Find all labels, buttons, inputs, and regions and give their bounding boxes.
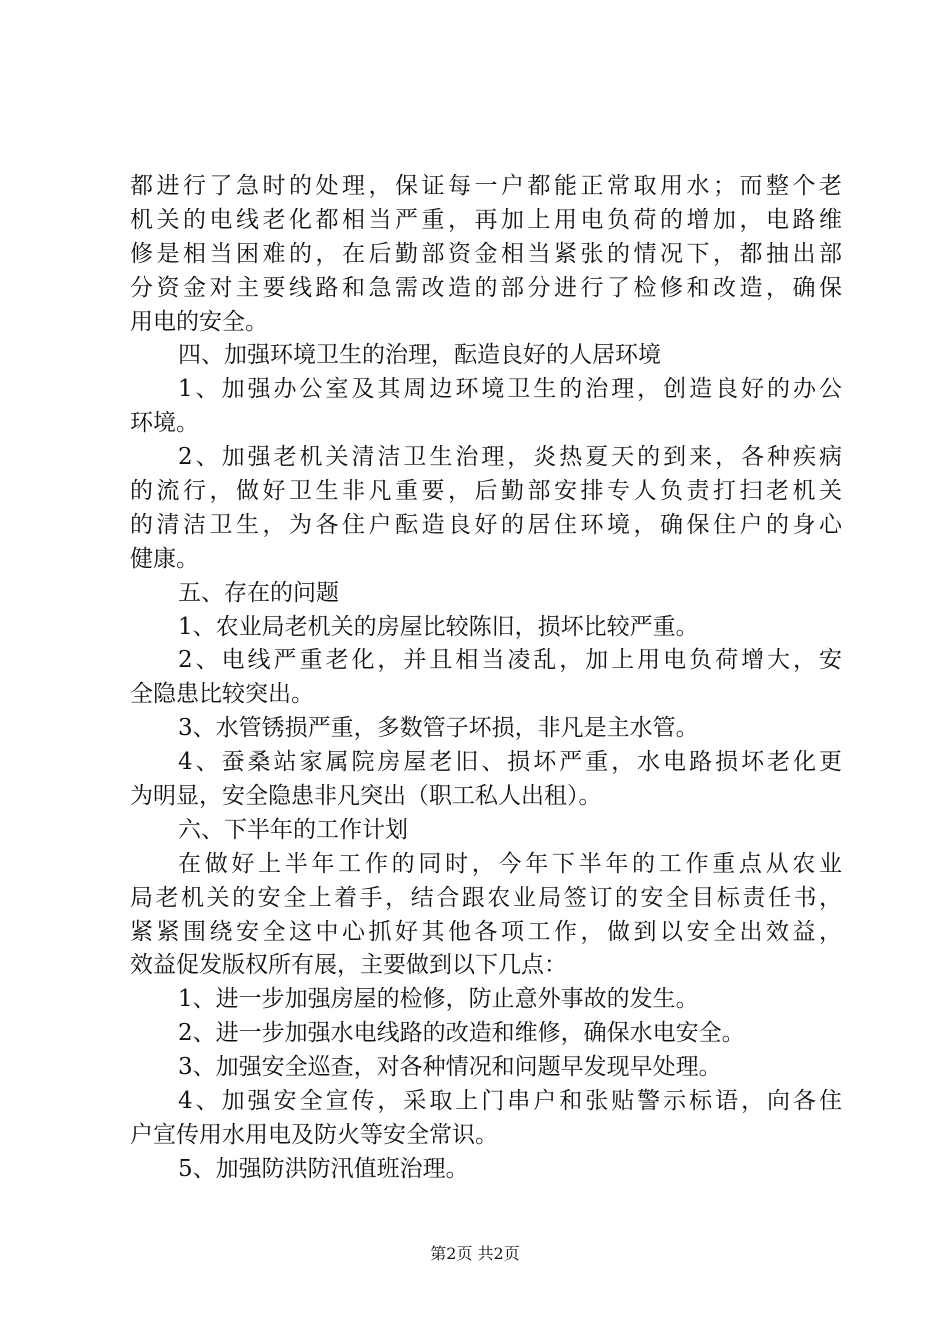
text-line: 六、下半年的工作计划 (178, 816, 408, 843)
text-line: 2、加强老机关清洁卫生治理，炎热夏天的到来，各种疾病 (178, 444, 842, 471)
text-line: 1、加强办公室及其周边环境卫生的治理，创造良好的办公 (178, 376, 842, 403)
text-line: 五、存在的问题 (178, 579, 339, 606)
text-line: 健康。 (130, 545, 199, 572)
text-line: 1、进一步加强房屋的检修，防止意外事故的发生。 (178, 986, 699, 1013)
text-line: 4、加强安全宣传，采取上门串户和张贴警示标语，向各住 (178, 1088, 842, 1115)
text-line: 户宣传用水用电及防火等安全常识。 (130, 1121, 498, 1148)
text-line: 3、加强安全巡查，对各种情况和问题早发现早处理。 (178, 1054, 722, 1081)
text-line: 4、蚕桑站家属院房屋老旧、损坏严重，水电路损坏老化更 (178, 749, 842, 776)
text-line: 紧紧围绕安全这中心抓好其他各项工作，做到以安全出效益， (130, 918, 842, 945)
text-line: 局老机关的安全上着手，结合跟农业局签订的安全目标责任书， (130, 884, 842, 911)
text-line: 为明显，安全隐患非凡突出（职工私人出租）。 (130, 783, 602, 810)
text-line: 2、电线严重老化，并且相当凌乱，加上用电负荷增大，安 (178, 647, 842, 674)
text-line: 用电的安全。 (130, 308, 268, 335)
text-line: 四、加强环境卫生的治理，酝造良好的人居环境 (178, 342, 661, 369)
text-line: 修是相当困难的，在后勤部资金相当紧张的情况下，都抽出部 (130, 240, 842, 267)
text-line: 3、水管锈损严重，多数管子坏损，非凡是主水管。 (178, 715, 699, 742)
text-line: 环境。 (130, 410, 199, 437)
text-line: 1、农业局老机关的房屋比较陈旧，损坏比较严重。 (178, 613, 699, 640)
document-body (130, 170, 842, 1187)
text-line: 在做好上半年工作的同时，今年下半年的工作重点从农业 (178, 850, 842, 877)
text-line: 分资金对主要线路和急需改造的部分进行了检修和改造，确保 (130, 274, 842, 301)
page-footer: 第2页 共2页 (430, 1244, 520, 1263)
text-line: 2、进一步加强水电线路的改造和维修，确保水电安全。 (178, 1020, 745, 1047)
text-line: 5、加强防洪防汛值班治理。 (178, 1155, 469, 1182)
text-line: 效益促发版权所有展，主要做到以下几点： (130, 952, 567, 979)
text-line: 都进行了急时的处理，保证每一户都能正常取用水；而整个老 (130, 173, 842, 199)
text-line: 的流行，做好卫生非凡重要，后勤部安排专人负责打扫老机关 (130, 478, 842, 505)
text-line: 机关的电线老化都相当严重，再加上用电负荷的增加，电路维 (130, 206, 842, 233)
text-line: 的清洁卫生，为各住户酝造良好的居住环境，确保住户的身心 (130, 511, 842, 538)
text-line: 全隐患比较突出。 (130, 681, 314, 708)
